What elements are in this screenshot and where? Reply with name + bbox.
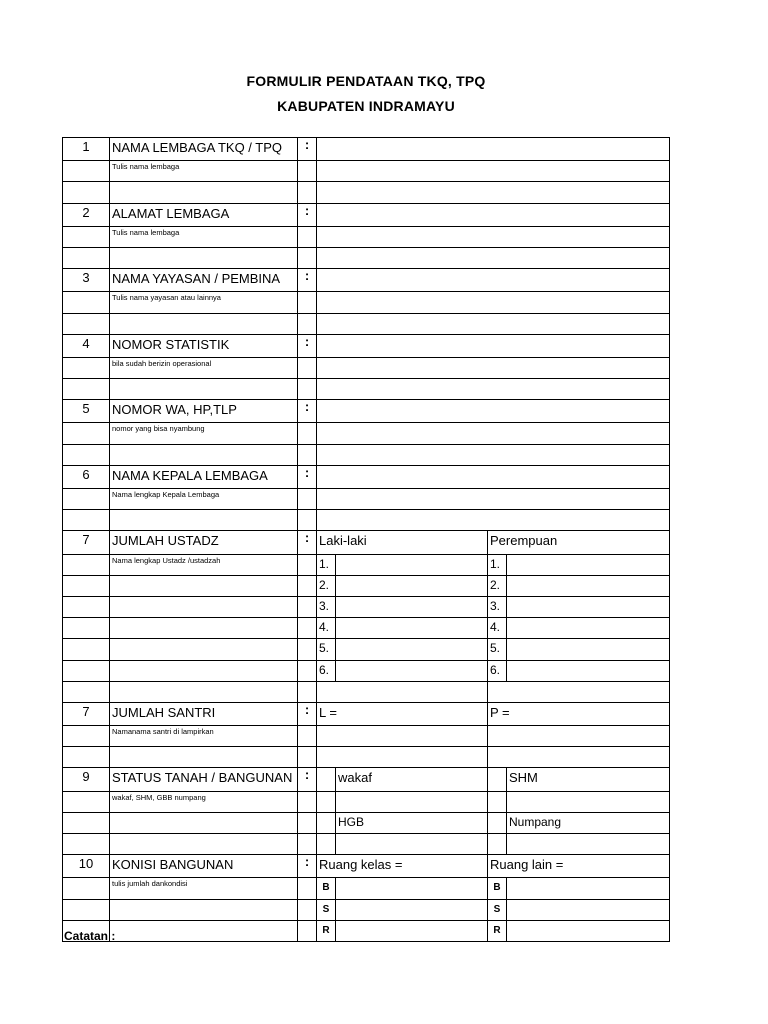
item-6-row [63, 465, 670, 488]
female-count-label: P = [490, 704, 510, 720]
row-number: 4. [319, 620, 330, 635]
numpang-checkbox[interactable] [488, 812, 507, 833]
spacer-row [63, 444, 670, 465]
colon: : [298, 334, 317, 357]
item-hint: Nama lengkap Kepala Lembaga [112, 490, 220, 499]
item-7-row [63, 531, 670, 554]
female-header: Perempuan [490, 533, 558, 549]
classroom-condition-field[interactable] [336, 899, 488, 920]
wakaf-checkbox[interactable] [317, 768, 336, 791]
item-hint: Nama lengkap Ustadz /ustadzah [112, 555, 221, 565]
form-title: FORMULIR PENDATAAN TKQ, TPQ [246, 73, 486, 89]
colon: : [298, 531, 317, 554]
item-number: 6 [63, 465, 110, 488]
answer-field[interactable] [317, 203, 670, 226]
colon: : [298, 138, 317, 161]
item-hint: wakaf, SHM, GBB numpang [112, 792, 206, 802]
row-number: 2. [319, 577, 330, 592]
item-label: ALAMAT LEMBAGA [112, 205, 230, 221]
item-number: 7 [63, 531, 110, 554]
female-name-field[interactable] [507, 618, 670, 639]
form-subtitle: KABUPATEN INDRAMAYU [277, 98, 455, 114]
colon: : [298, 400, 317, 423]
item-5-row [63, 400, 670, 423]
answer-field[interactable] [317, 357, 670, 378]
item-3-row [63, 269, 670, 292]
colon: : [298, 269, 317, 292]
notes-label: Catatan : [64, 929, 116, 943]
ustadz-row [63, 554, 670, 575]
female-name-field[interactable] [507, 554, 670, 575]
male-name-field[interactable] [336, 660, 488, 681]
otherroom-label: Ruang lain = [490, 857, 564, 873]
female-count-field[interactable] [488, 702, 670, 725]
spacer-row [63, 834, 670, 855]
row-number: 3. [490, 598, 501, 613]
otherroom-condition-field[interactable] [507, 920, 670, 941]
spacer-row [63, 247, 670, 268]
item-number: 1 [63, 138, 110, 161]
answer-field[interactable] [317, 292, 670, 313]
item-10-row [63, 855, 670, 878]
option-wakaf: wakaf [338, 770, 372, 786]
shm-checkbox[interactable] [488, 768, 507, 791]
item-4-row [63, 334, 670, 357]
item-number: 4 [63, 334, 110, 357]
answer-field[interactable] [317, 489, 670, 510]
ustadz-row [63, 660, 670, 681]
item-label: STATUS TANAH / BANGUNAN [112, 770, 293, 786]
answer-field[interactable] [317, 138, 670, 161]
condition-row [63, 920, 670, 941]
item-label: JUMLAH USTADZ [112, 533, 219, 549]
ustadz-row [63, 575, 670, 596]
classroom-count-field[interactable] [317, 855, 488, 878]
item-hint: Namanama santri di lampirkan [112, 727, 214, 737]
female-name-field[interactable] [507, 575, 670, 596]
spacer-row [63, 510, 670, 531]
item-6-hint-row [63, 489, 670, 510]
item-label-cell [110, 138, 298, 161]
item-label: KONISI BANGUNAN [112, 857, 234, 873]
colon: : [298, 702, 317, 725]
option-numpang: Numpang [509, 814, 562, 829]
item-hint: nomor yang bisa nyambung [112, 424, 205, 434]
item-4-hint-row [63, 357, 670, 378]
answer-field[interactable] [317, 334, 670, 357]
item-number: 2 [63, 203, 110, 226]
male-header: Laki-laki [319, 533, 367, 549]
answer-field[interactable] [317, 400, 670, 423]
female-name-field[interactable] [507, 596, 670, 617]
item-9-row [63, 768, 670, 791]
classroom-condition-field[interactable] [336, 878, 488, 899]
colon: : [298, 768, 317, 791]
colon: : [298, 855, 317, 878]
condition-code: B [322, 882, 330, 894]
male-name-field[interactable] [336, 554, 488, 575]
item-santri-hint-row [63, 726, 670, 747]
spacer-row [63, 379, 670, 400]
female-name-field[interactable] [507, 660, 670, 681]
item-hint: tulis jumlah dankondisi [112, 879, 188, 889]
item-hint: Tulis nama lembaga [112, 162, 180, 172]
item-number: 3 [63, 269, 110, 292]
condition-code: S [493, 903, 501, 915]
item-1-row [63, 138, 670, 161]
item-hint: bila sudah berizin operasional [112, 358, 212, 368]
condition-code: R [322, 924, 330, 936]
row-number: 6. [319, 662, 330, 677]
row-number: 2. [490, 577, 501, 592]
item-number: 7 [63, 702, 110, 725]
classroom-label: Ruang kelas = [319, 857, 403, 873]
otherroom-condition-field[interactable] [507, 899, 670, 920]
classroom-condition-field[interactable] [336, 920, 488, 941]
item-label: JUMLAH SANTRI [112, 704, 216, 720]
answer-field[interactable] [317, 226, 670, 247]
item-santri-row [63, 702, 670, 725]
spacer-row [63, 747, 670, 768]
item-hint: Tulis nama yayasan atau lainnya [112, 293, 221, 303]
item-number: 5 [63, 400, 110, 423]
condition-code: S [322, 903, 330, 915]
condition-row [63, 878, 670, 899]
answer-field[interactable] [317, 269, 670, 292]
item-label: NOMOR STATISTIK [112, 336, 230, 352]
answer-field[interactable] [317, 161, 670, 182]
otherroom-count-field[interactable] [488, 855, 670, 878]
item-number: 9 [63, 768, 110, 791]
male-count-label: L = [319, 704, 337, 720]
male-name-field[interactable] [336, 639, 488, 660]
row-number: 5. [319, 641, 330, 656]
item-label: NAMA KEPALA LEMBAGA [112, 467, 268, 483]
female-name-field[interactable] [507, 639, 670, 660]
row-number: 3. [319, 598, 330, 613]
answer-field[interactable] [317, 423, 670, 444]
condition-code: B [493, 882, 501, 894]
male-name-field[interactable] [336, 618, 488, 639]
item-label: NAMA YAYASAN / PEMBINA [112, 271, 281, 287]
option-hgb: HGB [338, 814, 365, 829]
row-number: 1. [319, 556, 330, 571]
otherroom-condition-field[interactable] [507, 878, 670, 899]
condition-row [63, 899, 670, 920]
item-9-hint-row [63, 791, 670, 812]
registration-form-table [62, 137, 670, 942]
row-number: 6. [490, 662, 501, 677]
male-count-field[interactable] [317, 702, 488, 725]
item-2-hint-row [63, 226, 670, 247]
row-number: 4. [490, 620, 501, 635]
item-5-hint-row [63, 423, 670, 444]
ustadz-row [63, 596, 670, 617]
colon: : [298, 465, 317, 488]
male-name-field[interactable] [336, 596, 488, 617]
hgb-checkbox[interactable] [317, 812, 336, 833]
spacer-row [63, 182, 670, 203]
item-9-options-row [63, 812, 670, 833]
condition-code: R [493, 924, 501, 936]
male-name-field[interactable] [336, 575, 488, 596]
item-3-hint-row [63, 292, 670, 313]
item-number: 10 [63, 855, 110, 878]
answer-field[interactable] [317, 465, 670, 488]
spacer-row [63, 681, 670, 702]
row-number: 1. [490, 556, 501, 571]
item-2-row [63, 203, 670, 226]
item-hint: Tulis nama lembaga [112, 227, 180, 237]
row-number: 5. [490, 641, 501, 656]
ustadz-row [63, 639, 670, 660]
item-1-hint-row [63, 161, 670, 182]
item-label: NOMOR WA, HP,TLP [112, 402, 237, 418]
option-shm: SHM [509, 770, 538, 786]
ustadz-row [63, 618, 670, 639]
colon: : [298, 203, 317, 226]
item-label: NAMA LEMBAGA TKQ / TPQ [112, 140, 283, 155]
spacer-row [63, 313, 670, 334]
